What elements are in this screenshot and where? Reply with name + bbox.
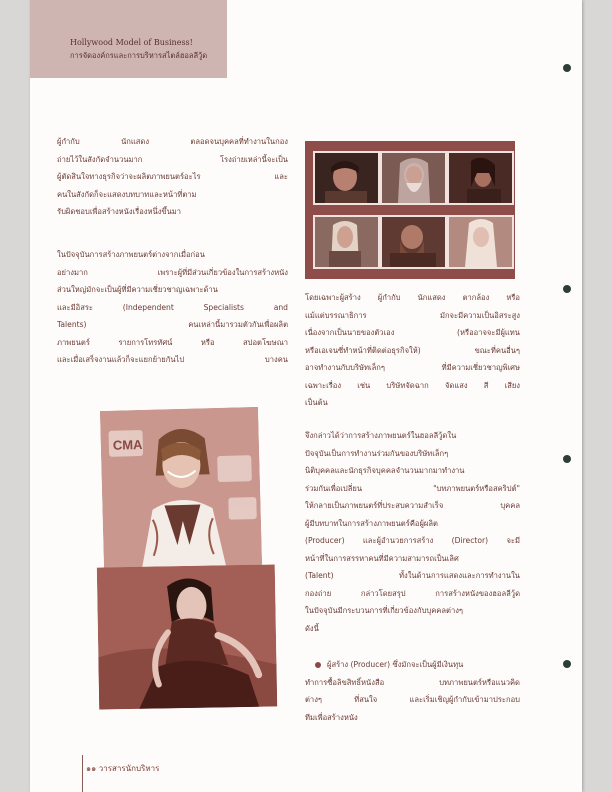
film-still-hobbit — [313, 151, 380, 205]
text-line: รับผิดชอบเพื่อสร้างหนังเรื่องหนึ่งขึ้นมา — [57, 207, 182, 216]
text-line: (Talent) ทั้งในด้านการแสดงและการทำงานใน — [305, 571, 520, 580]
header-subtitle: การจัดองค์กรและการบริหารสไตล์ฮอลลีวู้ด — [70, 51, 208, 60]
text-line: เป็นต้น — [305, 398, 328, 407]
text-line — [305, 656, 520, 674]
text-line: นิติบุคคลและนักธุรกิจบุคคลจำนวนมากมาทำงาน — [305, 466, 465, 475]
film-still-elf-lady — [447, 215, 514, 269]
text-line: กองถ่าย กล่าวโดยสรุป การสร้างหนังของฮอลลีวู้ด — [305, 588, 520, 598]
binder-hole-icon — [563, 64, 571, 72]
binder-hole-icon — [563, 455, 571, 463]
film-still-elf — [313, 215, 380, 269]
text-line: หรือเอเจนซี่ทำหน้าที่ติดต่อธุรกิจให้) ขณะที่คนอื่นๆ — [305, 345, 520, 355]
text-line: แม้แต่บรรณาธิการ มักจะมีความเป็นอิสระสูง — [305, 310, 520, 320]
text-line: จึงกล่าวได้ว่าการสร้างภาพยนตร์ในฮอลลีวู้ดใน — [305, 431, 457, 440]
cma-sign: CMA — [112, 436, 143, 453]
text-line: ผู้กำกับ นักแสดง ตลอดจนบุคคลที่ทำงานในกอง — [57, 137, 288, 146]
text-line: โดยเฉพาะผู้สร้าง ผู้กำกับ นักแสดง ตากล้อง หรือ — [305, 293, 520, 302]
magazine-name: วารสารนักบริหาร — [98, 764, 160, 773]
text-line: และเมื่อเสร็จงานแล้วก็จะแยกย้ายกันไป บางคน — [57, 355, 288, 364]
page-number: ๑๑ — [86, 764, 97, 773]
right-paragraph-1 — [305, 289, 520, 412]
text-line: ทีมเพื่อสร้างหนัง — [305, 712, 358, 722]
text-line: เฉพาะเรื่อง เช่น บริษัทจัดฉาก จัดแสง สี เสียง — [305, 380, 520, 390]
text-line: (Producer) และผู้อำนวยการสร้าง (Director) จะมี — [305, 536, 520, 545]
text-line: Talents) คนเหล่านี้มารวมตัวกันเพื่อผลิต — [57, 320, 288, 329]
left-paragraph-1 — [57, 133, 288, 221]
text-line: ร่วมกันเพื่อเปลี่ยน "บทภาพยนตร์หรือสคริปต์" — [305, 483, 520, 493]
text-line: ผู้มีบทบาทในการสร้างภาพยนตร์คือผู้ผลิต — [305, 518, 438, 528]
text-line: ภาพยนตร์ รายการโทรทัศน์ หรือ สปอตโฆษณา — [57, 337, 288, 347]
text-line: หน้าที่ในการสรรหาคนที่มีความสามารถเป็นเลิศ — [305, 553, 459, 563]
footer — [86, 762, 159, 775]
text-line: และมีอิสระ (Independent Specialists and — [57, 302, 288, 312]
right-paragraph-2 — [305, 427, 520, 637]
document-page — [30, 0, 582, 792]
text-line: คนในสังกัดก็จะแสดงบทบาทและหน้าที่ตาม — [57, 189, 197, 199]
text-line: ส่วนใหญ่มักจะเป็นผู้ที่มีความเชี่ยวชาญเฉพาะด้าน — [57, 285, 218, 294]
film-stills-collage — [305, 141, 515, 279]
text-line: ดังนี้ — [305, 623, 319, 633]
text-line: ในปัจจุบันมีกระบวนการที่เกี่ยวข้องกับบุคคลต่างๆ — [305, 606, 464, 615]
text-line: ให้กลายเป็นภาพยนตร์ที่ประสบความสำเร็จ บุคคล — [305, 501, 520, 510]
text-line: เนื่องจากเป็นนายของตัวเอง (หรืออาจจะมีผู้แทน — [305, 328, 520, 337]
text-line: ในปัจจุบันการสร้างภาพยนตร์ต่างจากเมื่อก่อน — [57, 250, 205, 259]
bullet-producer — [305, 656, 520, 726]
text-line: ผู้ตัดสินใจทางธุรกิจว่าจะผลิตภาพยนตร์อะไร และ — [57, 172, 288, 181]
bullet-first-line: ผู้สร้าง (Producer) ซึ่งมักจะเป็นผู้มีเงินทุน — [327, 660, 464, 669]
header-title: Hollywood Model of Business! — [70, 38, 193, 47]
footer-rule — [82, 755, 83, 792]
binder-hole-icon — [563, 660, 571, 668]
binder-hole-icon — [563, 285, 571, 293]
bullet-icon — [315, 662, 321, 668]
film-still-dwarf — [380, 215, 447, 269]
photo-actress — [97, 564, 277, 709]
text-line: ปัจจุบันเป็นการทำงานร่วมกันของบริษัทเล็กๆ — [305, 448, 449, 458]
left-paragraph-2 — [57, 246, 288, 369]
text-line: อาจทำงานกับบริษัทเล็กๆ ที่มีความเชี่ยวชาญพิเศษ — [305, 363, 520, 372]
text-line: ทำการซื้อลิขสิทธิ์หนังสือ บทภาพยนตร์หรือแนวคิด — [305, 677, 520, 687]
film-still-ranger — [447, 151, 514, 205]
photo-singer — [100, 407, 262, 569]
text-line: อย่างมาก เพราะผู้ที่มีส่วนเกี่ยวข้องในการสร้างหนัง — [57, 267, 288, 277]
text-line: ต่างๆ ที่สนใจ และเริ่มเชิญผู้กำกับเข้ามาประกอบ — [305, 695, 520, 704]
film-still-wizard — [380, 151, 447, 205]
text-line: ถ่ายไว้ในสังกัดจำนวนมาก โรงถ่ายเหล่านี้จะเป็น — [57, 154, 288, 164]
